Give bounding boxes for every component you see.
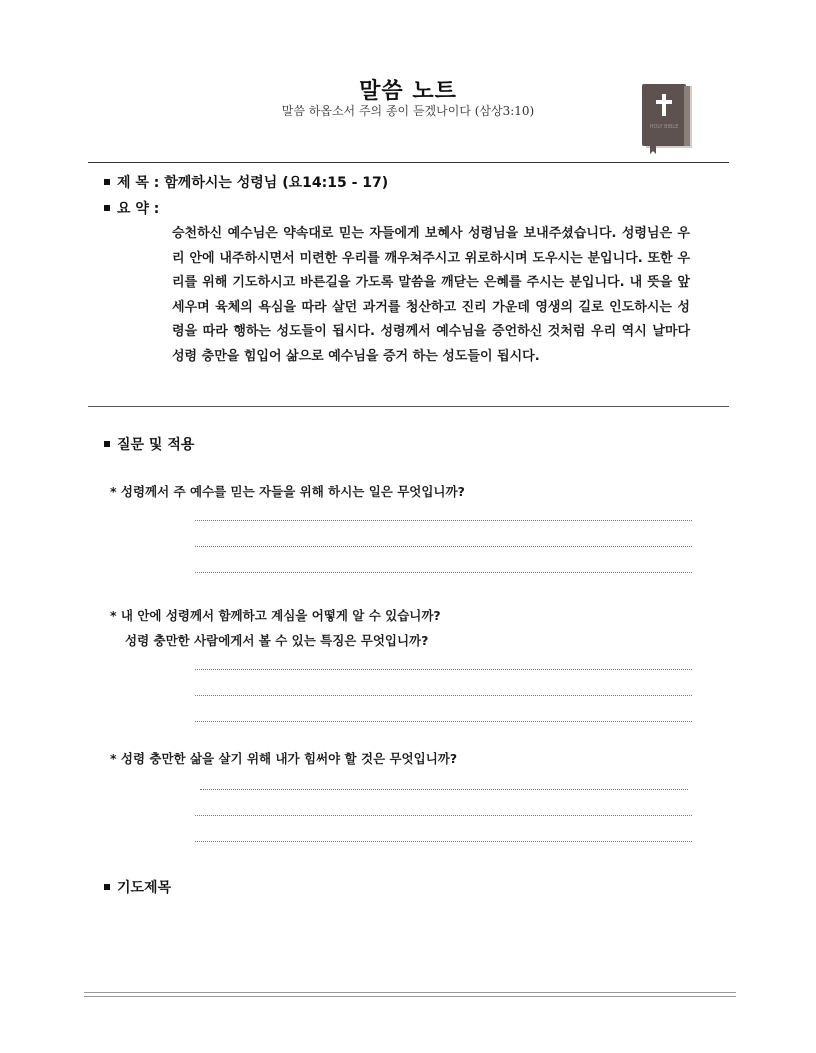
question-2-continued: 성령 충만한 사람에게서 볼 수 있는 특징은 무엇입니까? — [125, 633, 429, 648]
summary-label: 요 약 : — [117, 201, 160, 217]
sermon-title: 제 목 : 함께하시는 성령님 (요14:15 - 17) — [117, 175, 389, 191]
page-subtitle: 말씀 하옵소서 주의 종이 듣겠나이다 (삼상3:10) — [281, 104, 535, 118]
header-divider — [88, 162, 729, 163]
answer-line[interactable] — [195, 546, 692, 547]
page-title: 말씀 노트 — [359, 79, 457, 104]
bottom-rule — [84, 992, 736, 997]
square-bullet-icon — [104, 884, 110, 890]
sermon-title-row — [104, 172, 388, 192]
square-bullet-icon — [104, 441, 110, 447]
answer-line[interactable] — [195, 695, 692, 696]
answer-line[interactable] — [195, 841, 692, 842]
question-2: * 내 안에 성령께서 함께하고 계심을 어떻게 알 수 있습니까? — [110, 608, 441, 623]
bible-icon — [640, 82, 696, 154]
summary-label-row — [104, 198, 159, 218]
answer-line[interactable] — [195, 520, 692, 521]
answer-line[interactable] — [195, 669, 692, 670]
questions-heading-row — [104, 434, 194, 454]
answer-line[interactable] — [200, 789, 688, 790]
summary-divider — [88, 406, 729, 407]
answer-line[interactable] — [195, 572, 692, 573]
prayer-area[interactable] — [104, 904, 704, 984]
square-bullet-icon — [104, 179, 110, 185]
answer-line[interactable] — [195, 815, 692, 816]
prayer-heading-row — [104, 877, 171, 897]
bible-cover-text: HOLY BIBLE — [649, 124, 679, 130]
question-3: * 성령 충만한 삶을 살기 위해 내가 힘써야 할 것은 무엇입니까? — [110, 751, 458, 766]
square-bullet-icon — [104, 205, 110, 211]
answer-line[interactable] — [195, 721, 692, 722]
prayer-heading: 기도제목 — [117, 880, 172, 896]
summary-text: 승천하신 예수님은 약속대로 믿는 자들에게 보혜사 성령님을 보내주셨습니다. 성령님은 우리 안에 내주하시면서 미련한 우리를 깨우쳐주시고 위로하시며 도우시는 분입니다. 또한 우리를 위해 기도하시고 바른길을 가도록 말씀을 깨닫는 은혜를 주시는 분입니다. 내 뜻을 앞세우며 육체의 욕심을 따라 살던 과거를 청산하고 진리 가운데 영생의 길로 인도하시는 성령을 따라 행하는 성도들이 됩시다. 성령께서 예수님을 증언하신 것처럼 우리 역시 날마다 성령 충만을 힘입어 삶으로 예수님을 증거 하는 성도들이 됩시다. — [172, 226, 690, 364]
question-1: * 성령께서 주 예수를 믿는 자들을 위해 하시는 일은 무엇입니까? — [110, 484, 465, 499]
questions-heading: 질문 및 적용 — [117, 437, 195, 453]
